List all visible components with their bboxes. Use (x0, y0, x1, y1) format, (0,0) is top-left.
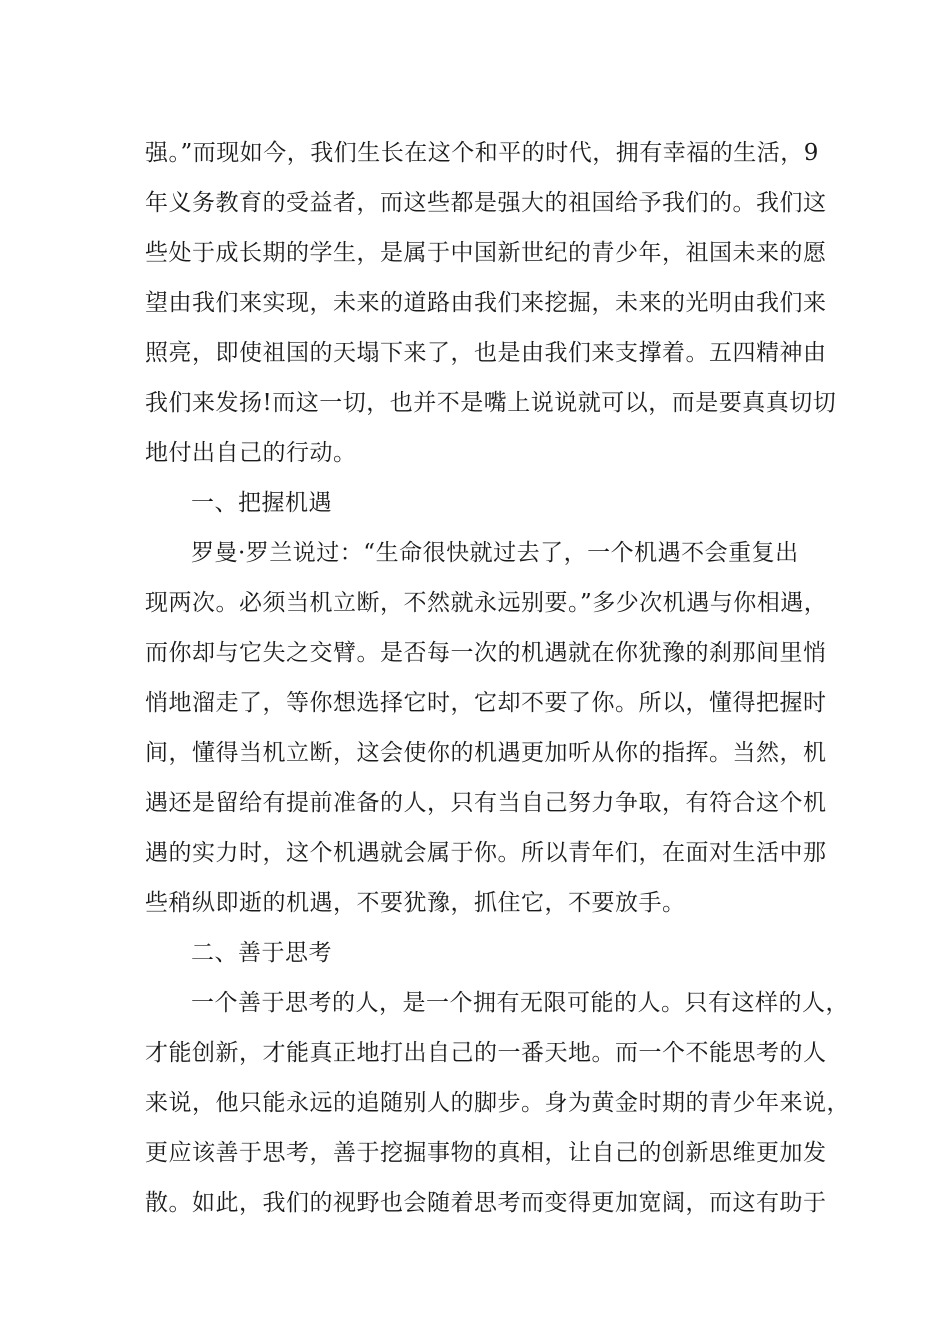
text-line: 悄地溜走了，等你想选择它时，它却不要了你。所以，懂得把握时 (145, 690, 827, 716)
text-line: 些处于成长期的学生，是属于中国新世纪的青少年，祖国未来的愿 (145, 240, 827, 266)
text-line: 间，懂得当机立断，这会使你的机遇更加听从你的指挥。当然，机 (145, 740, 827, 766)
text-line: 来说，他只能永远的追随别人的脚步。身为黄金时期的青少年来说， (145, 1090, 850, 1116)
text-line: 散。如此，我们的视野也会随着思考而变得更加宽阔，而这有助于 (145, 1190, 827, 1216)
text-line: 罗曼·罗兰说过：“生命很快就过去了，一个机遇不会重复出 (191, 540, 799, 566)
text-line: 我们来发扬!而这一切，也并不是嘴上说说就可以，而是要真真切切 (145, 390, 837, 416)
section-heading: 一、把握机遇 (191, 490, 332, 516)
body-text (145, 128, 850, 1228)
text-line: 地付出自己的行动。 (145, 440, 357, 466)
text-line: 更应该善于思考，善于挖掘事物的真相，让自己的创新思维更加发 (145, 1140, 827, 1166)
text-line: 年义务教育的受益者，而这些都是强大的祖国给予我们的。我们这 (145, 190, 827, 216)
text-line: 而你却与它失之交臂。是否每一次的机遇就在你犹豫的刹那间里悄 (145, 640, 827, 666)
text-line: 照亮，即使祖国的天塌下来了，也是由我们来支撑着。五四精神由 (145, 340, 827, 366)
text-line: 现两次。必须当机立断，不然就永远别要。”多少次机遇与你相遇， (145, 590, 828, 616)
text-line: 些稍纵即逝的机遇，不要犹豫，抓住它，不要放手。 (145, 890, 686, 916)
text-line: 才能创新，才能真正地打出自己的一番天地。而一个不能思考的人 (145, 1040, 827, 1066)
text-line: 强。”而现如今，我们生长在这个和平的时代，拥有幸福的生活，9 (145, 140, 819, 166)
section-heading: 二、善于思考 (191, 940, 332, 966)
text-line: 望由我们来实现，未来的道路由我们来挖掘，未来的光明由我们来 (145, 290, 827, 316)
text-line: 遇的实力时，这个机遇就会属于你。所以青年们，在面对生活中那 (145, 840, 827, 866)
text-line: 遇还是留给有提前准备的人，只有当自己努力争取，有符合这个机 (145, 790, 827, 816)
text-line: 一个善于思考的人，是一个拥有无限可能的人。只有这样的人， (191, 990, 849, 1016)
